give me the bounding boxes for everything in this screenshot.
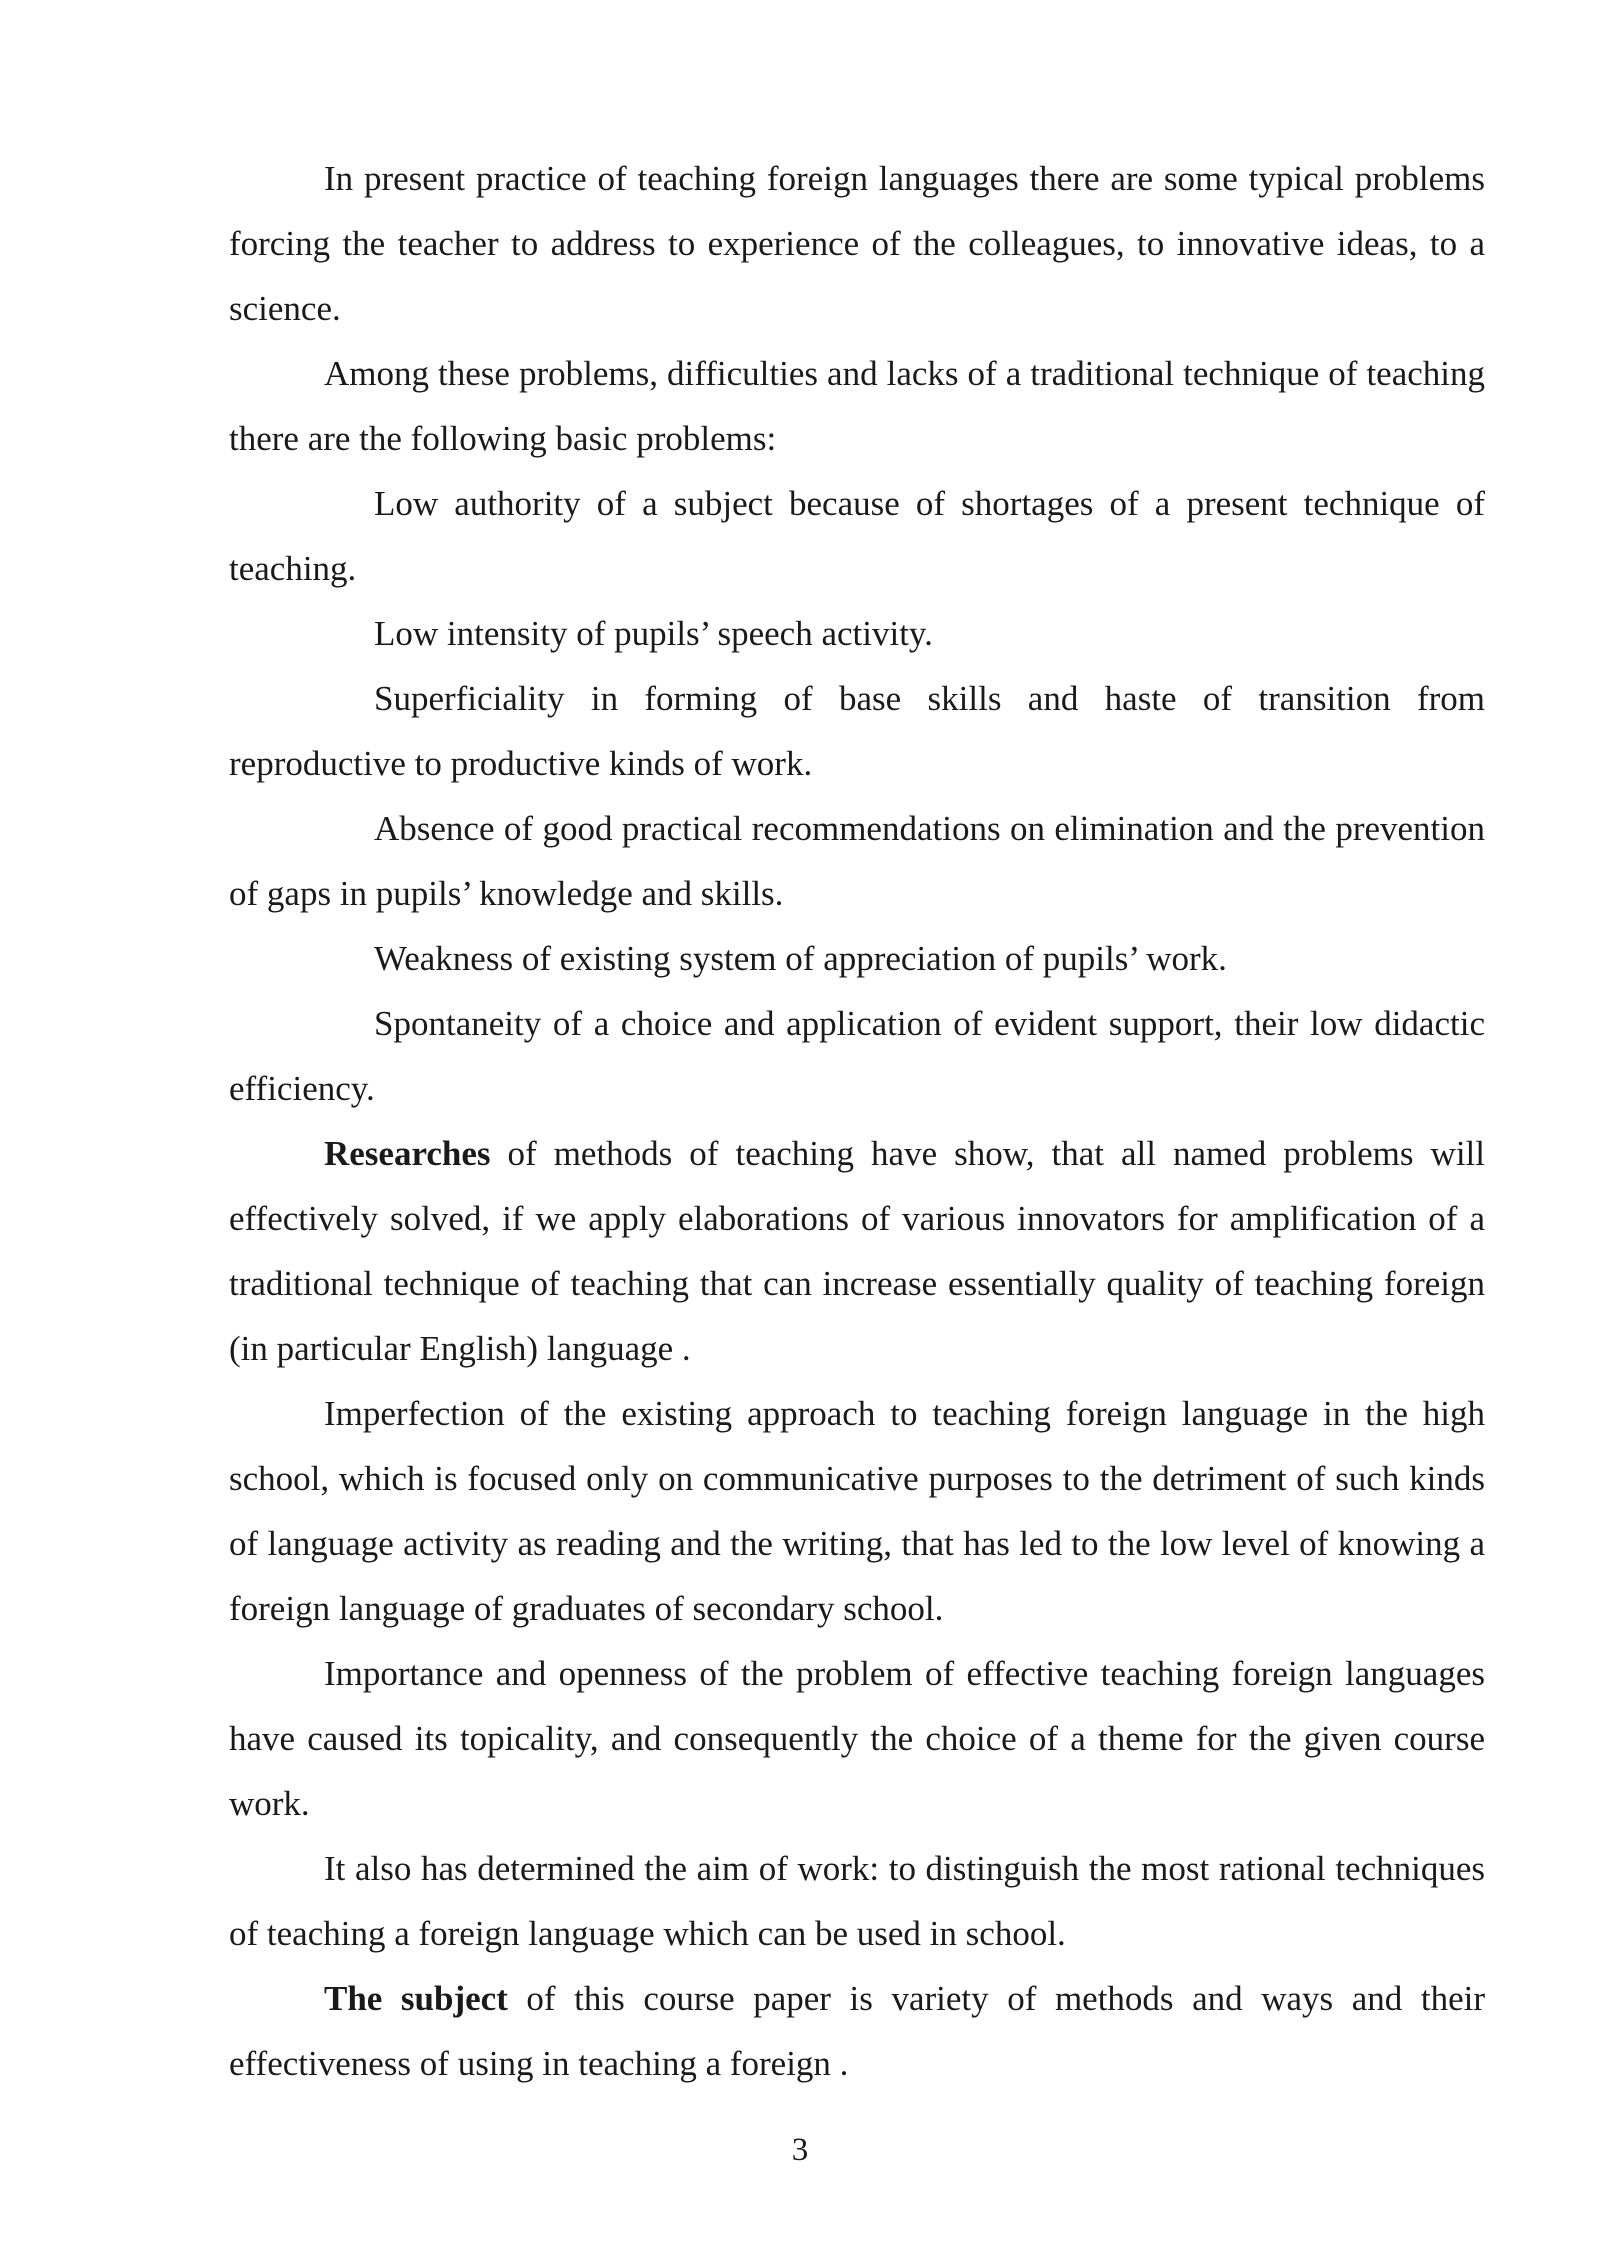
- bold-lead-term: Researches: [324, 1134, 491, 1173]
- paragraph-text: Imperfection of the existing approach to teaching foreign language in the high school, which is focused only on communicative purposes to the detriment of such kinds of language activity as reading and the writing, that has led to the low level of knowing a foreign language of graduates of secondary school.: [229, 1394, 1485, 1628]
- list-item-text: Spontaneity of a choice and application of evident support, their low didactic efficiency.: [229, 1004, 1485, 1108]
- bold-lead-term: The subject: [324, 1979, 508, 2018]
- paragraph-imperfection: [229, 1381, 1485, 1641]
- list-item-problem: [229, 926, 1485, 991]
- list-item-problem: [229, 471, 1485, 601]
- list-item-text: Low intensity of pupils’ speech activity.: [374, 614, 933, 653]
- paragraph-text: In present practice of teaching foreign languages there are some typical problems forcing the teacher to address to experience of the colleagues, to innovative ideas, to a science.: [229, 159, 1485, 328]
- paragraph-subject: [229, 1966, 1485, 2096]
- page-number: 3: [791, 2132, 809, 2168]
- list-item-problem: [229, 666, 1485, 796]
- paragraph-intro: [229, 146, 1485, 341]
- list-item-text: Weakness of existing system of appreciation of pupils’ work.: [374, 939, 1227, 978]
- paragraph-researches: [229, 1121, 1485, 1381]
- list-item-text: Superficiality in forming of base skills and haste of transition from reproductive to productive kinds of work.: [229, 679, 1485, 783]
- paragraph-text: Importance and openness of the problem of effective teaching foreign languages have caused its topicality, and consequently the choice of a theme for the given course work.: [229, 1654, 1485, 1823]
- list-item-text: Low authority of a subject because of shortages of a present technique of teaching.: [229, 484, 1485, 588]
- paragraph-problems-lead: [229, 341, 1485, 471]
- list-item-problem: [229, 796, 1485, 926]
- list-item-problem: [229, 601, 1485, 666]
- list-item-text: Absence of good practical recommendations on elimination and the prevention of gaps in pupils’ knowledge and skills.: [229, 809, 1485, 913]
- paragraph-text: of this course paper is variety of methods and ways and their effectiveness of using in teaching a foreign .: [229, 1979, 1485, 2083]
- document-body: [229, 146, 1485, 2096]
- paragraph-text: of methods of teaching have show, that all named problems will effectively solved, if we apply elaborations of various innovators for amplification of a traditional technique of teaching that can increase essentially quality of teaching foreign (in particular English) language .: [229, 1134, 1485, 1368]
- paragraph-aim: [229, 1836, 1485, 1966]
- list-item-problem: [229, 991, 1485, 1121]
- paragraph-text: It also has determined the aim of work: to distinguish the most rational techniques of teaching a foreign language which can be used in school.: [229, 1849, 1485, 1953]
- paragraph-importance: [229, 1641, 1485, 1836]
- paragraph-text: Among these problems, difficulties and lacks of a traditional technique of teaching there are the following basic problems:: [229, 354, 1485, 458]
